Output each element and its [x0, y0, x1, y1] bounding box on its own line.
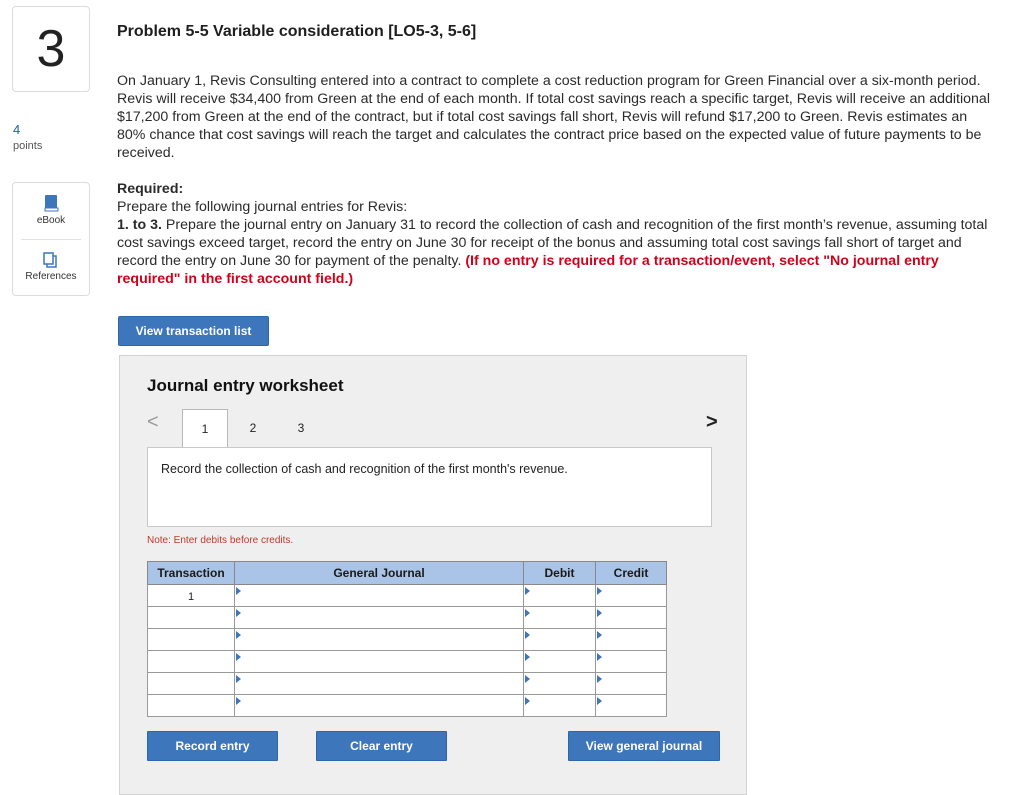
table-row [148, 651, 667, 673]
transaction-cell [148, 585, 235, 607]
credit-input[interactable] [596, 585, 667, 607]
table-row [148, 585, 667, 607]
dropdown-arrow-icon [597, 609, 602, 617]
points-value: 4 [13, 122, 21, 137]
dropdown-arrow-icon [597, 697, 602, 705]
required-instructions [117, 216, 997, 288]
transaction-description-box [147, 447, 712, 527]
dropdown-arrow-icon [236, 675, 241, 683]
credit-input[interactable] [596, 673, 667, 695]
resource-panel [12, 182, 90, 296]
column-header-credit: Credit [596, 562, 667, 585]
prev-arrow-icon[interactable]: < [147, 411, 159, 433]
dropdown-arrow-icon [525, 609, 530, 617]
table-row [148, 607, 667, 629]
dropdown-arrow-icon [597, 587, 602, 595]
transaction-cell [148, 629, 235, 651]
required-intro: Prepare the following journal entries for Revis: [117, 199, 408, 215]
debit-input[interactable] [524, 607, 596, 629]
debit-input[interactable] [524, 651, 596, 673]
transaction-cell [148, 651, 235, 673]
ebook-link[interactable] [13, 193, 89, 226]
problem-title: Problem 5-5 Variable consideration [LO5-3, 5-6] [117, 23, 477, 40]
transaction-description: Record the collection of cash and recognition of the first month's revenue. [161, 462, 568, 476]
credit-input[interactable] [596, 607, 667, 629]
dropdown-arrow-icon [597, 631, 602, 639]
points-label: points [13, 140, 43, 152]
entry-note: Note: Enter debits before credits. [147, 535, 294, 546]
transaction-cell [148, 695, 235, 717]
record-entry-button[interactable]: Record entry [147, 731, 278, 761]
dropdown-arrow-icon [525, 697, 530, 705]
column-header-general-journal: General Journal [235, 562, 524, 585]
debit-input[interactable] [524, 695, 596, 717]
required-warning: (If no entry is required for a transaction/event, select "No journal entry required" in the first account field.) [117, 253, 939, 287]
column-header-transaction: Transaction [148, 562, 235, 585]
account-input[interactable] [235, 585, 524, 607]
next-arrow-icon[interactable]: > [706, 411, 718, 433]
table-row [148, 673, 667, 695]
required-text: Prepare the journal entry on January 31 to record the collection of cash and recognition of the first month’s revenue, assuming total cost savings exceed target, record the entry on June 30 for receipt of the bonus and assuming total cost savings fall short of target and record the entry on June 30 for payment of the penalty. [117, 217, 988, 269]
transaction-cell [148, 673, 235, 695]
dropdown-arrow-icon [236, 697, 241, 705]
required-lead: 1. to 3. [117, 217, 162, 233]
view-general-journal-button[interactable]: View general journal [568, 731, 720, 761]
column-header-debit: Debit [524, 562, 596, 585]
dropdown-arrow-icon [236, 653, 241, 661]
tab-1[interactable]: 1 [182, 409, 228, 448]
table-row [148, 629, 667, 651]
book-icon [41, 193, 61, 213]
credit-input[interactable] [596, 651, 667, 673]
dropdown-arrow-icon [525, 653, 530, 661]
tab-2[interactable]: 2 [249, 421, 257, 435]
problem-description: On January 1, Revis Consulting entered into a contract to complete a cost reduction program for Green Financial over a six-month period. Revis will receive $34,400 from Green at the end of each month. If total cost savings reach a specific target, Revis will receive an additional $17,200 from Green at the end of the contract, but if total cost savings fall short, Revis will refund $17,200 to Green. Revis estimates an 80% chance that cost savings will reach the target and calculates the contract price based on the expected value of future payments to be received. [117, 73, 990, 161]
copy-icon [42, 251, 60, 269]
account-input[interactable] [235, 695, 524, 717]
dropdown-arrow-icon [236, 609, 241, 617]
table-row [148, 695, 667, 717]
account-input[interactable] [235, 651, 524, 673]
transaction-number: 1 [187, 591, 195, 603]
references-link[interactable] [13, 251, 89, 282]
journal-entry-worksheet [119, 355, 747, 795]
transaction-cell [148, 607, 235, 629]
divider [21, 239, 81, 240]
dropdown-arrow-icon [597, 675, 602, 683]
debit-input[interactable] [524, 585, 596, 607]
tab-3[interactable]: 3 [297, 421, 305, 435]
debit-input[interactable] [524, 673, 596, 695]
required-section [117, 180, 997, 288]
required-heading: Required: [117, 181, 184, 197]
worksheet-title: Journal entry worksheet [147, 376, 344, 395]
journal-table [147, 561, 667, 717]
dropdown-arrow-icon [236, 631, 241, 639]
dropdown-arrow-icon [525, 675, 530, 683]
credit-input[interactable] [596, 629, 667, 651]
ebook-label: eBook [36, 215, 66, 226]
account-input[interactable] [235, 607, 524, 629]
debit-input[interactable] [524, 629, 596, 651]
dropdown-arrow-icon [236, 587, 241, 595]
account-input[interactable] [235, 673, 524, 695]
credit-input[interactable] [596, 695, 667, 717]
view-transaction-list-button[interactable]: View transaction list [118, 316, 269, 346]
clear-entry-button[interactable]: Clear entry [316, 731, 447, 761]
references-label: References [25, 271, 77, 282]
account-input[interactable] [235, 629, 524, 651]
question-number: 3 [12, 6, 90, 92]
dropdown-arrow-icon [525, 587, 530, 595]
dropdown-arrow-icon [525, 631, 530, 639]
dropdown-arrow-icon [597, 653, 602, 661]
